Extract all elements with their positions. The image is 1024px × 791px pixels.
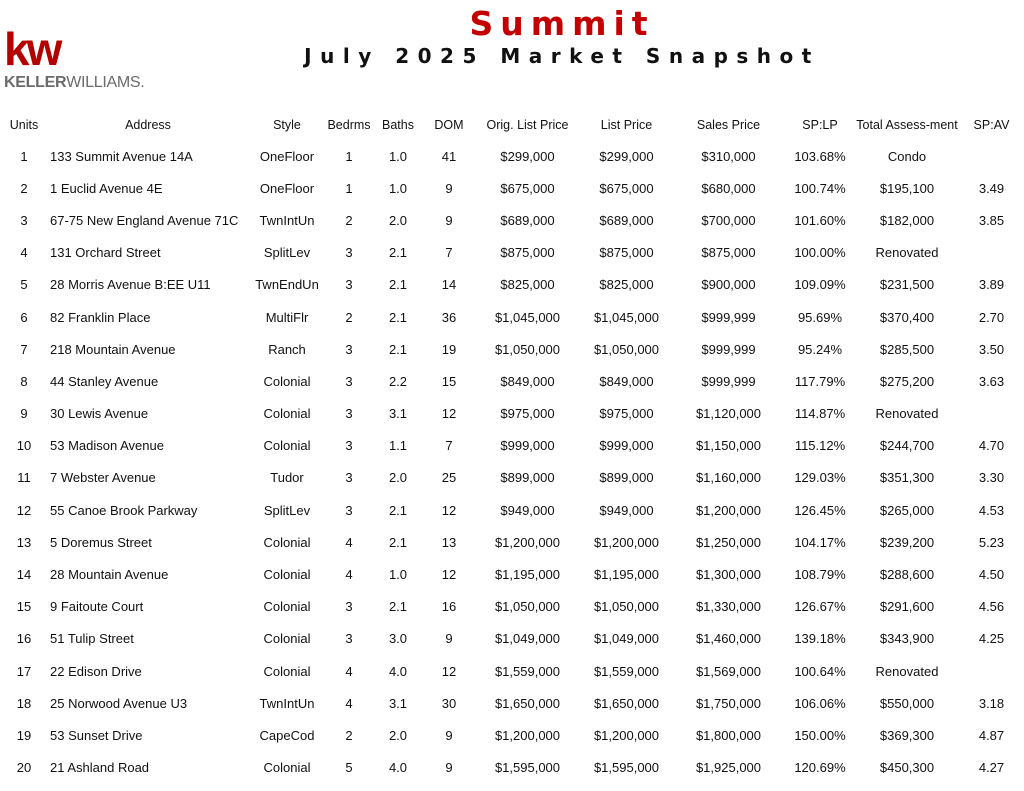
cell-style: Colonial (263, 406, 311, 422)
cell-baths: 2.1 (388, 599, 408, 615)
cell-sp-av: 3.89 (978, 277, 1005, 293)
cell-bedrooms: 2 (345, 727, 353, 743)
cell-dom: 9 (445, 631, 453, 647)
cell-unit: 16 (16, 631, 32, 647)
cell-orig-list-price: $1,050,000 (494, 599, 561, 615)
cell-sales-price: $1,330,000 (695, 599, 762, 615)
cell-dom: 36 (441, 309, 457, 325)
cell-unit: 4 (20, 245, 28, 261)
cell-orig-list-price: $1,650,000 (494, 695, 561, 711)
cell-style: Colonial (263, 663, 311, 679)
cell-bedrooms: 1 (345, 148, 353, 164)
cell-sales-price: $875,000 (701, 245, 756, 261)
cell-sp-lp: 100.74% (794, 180, 846, 196)
cell-dom: 7 (445, 245, 453, 261)
cell-baths: 2.1 (388, 502, 408, 518)
cell-baths: 1.1 (388, 438, 408, 454)
page-title: Summit (469, 4, 655, 43)
cell-dom: 12 (441, 502, 457, 518)
cell-orig-list-price: $1,195,000 (494, 567, 561, 583)
cell-list-price: $1,050,000 (593, 341, 660, 357)
cell-dom: 30 (441, 695, 457, 711)
table-row (0, 655, 1024, 687)
cell-list-price: $849,000 (599, 373, 654, 389)
cell-address: 9 Faitoute Court (50, 599, 144, 615)
cell-sp-av: 3.49 (978, 180, 1005, 196)
table-body (0, 140, 1024, 784)
cell-unit: 8 (20, 373, 28, 389)
header-sales-price: Sales Price (696, 118, 761, 132)
cell-sp-av: 3.85 (978, 212, 1005, 228)
cell-style: TwnIntUn (259, 212, 315, 228)
cell-sp-av: 4.53 (978, 502, 1005, 518)
table-row (0, 494, 1024, 526)
cell-sp-lp: 100.64% (794, 663, 846, 679)
cell-total-assessment: $182,000 (879, 212, 935, 228)
cell-sp-lp: 100.00% (794, 245, 846, 261)
cell-baths: 2.1 (388, 277, 408, 293)
cell-total-assessment: $244,700 (879, 438, 935, 454)
cell-baths: 2.1 (388, 341, 408, 357)
cell-unit: 5 (20, 277, 28, 293)
cell-dom: 13 (441, 534, 457, 550)
header-row (0, 92, 1024, 140)
cell-bedrooms: 1 (345, 180, 353, 196)
cell-bedrooms: 4 (345, 695, 353, 711)
cell-sales-price: $1,750,000 (695, 695, 762, 711)
cell-sp-lp: 126.67% (794, 599, 846, 615)
table-row (0, 430, 1024, 462)
cell-sp-lp: 115.12% (794, 438, 846, 454)
cell-bedrooms: 4 (345, 534, 353, 550)
cell-baths: 2.0 (388, 727, 408, 743)
cell-sp-av (959, 237, 1024, 269)
cell-sp-lp: 101.60% (794, 212, 846, 228)
cell-address: 55 Canoe Brook Parkway (50, 502, 198, 518)
cell-style: OneFloor (259, 148, 315, 164)
cell-unit: 11 (17, 470, 31, 486)
cell-sales-price: $1,200,000 (695, 502, 762, 518)
cell-list-price: $875,000 (599, 245, 654, 261)
cell-unit: 12 (16, 502, 32, 518)
cell-style: Colonial (263, 599, 311, 615)
cell-unit: 19 (16, 727, 32, 743)
cell-orig-list-price: $825,000 (500, 277, 555, 293)
cell-sp-lp: 120.69% (794, 760, 846, 776)
cell-sales-price: $1,300,000 (695, 567, 762, 583)
cell-style: Colonial (263, 567, 311, 583)
cell-baths: 2.1 (388, 309, 408, 325)
cell-sp-av (959, 398, 1024, 430)
cell-bedrooms: 3 (345, 406, 353, 422)
cell-sp-lp: 109.09% (794, 277, 846, 293)
cell-unit: 18 (16, 695, 32, 711)
cell-unit: 9 (20, 406, 28, 422)
cell-sp-av: 4.27 (978, 760, 1005, 776)
cell-baths: 4.0 (388, 663, 408, 679)
cell-bedrooms: 3 (345, 438, 353, 454)
cell-total-assessment: Renovated (875, 406, 939, 422)
cell-baths: 3.0 (388, 631, 408, 647)
cell-baths: 2.1 (388, 245, 408, 261)
cell-unit: 10 (16, 438, 32, 454)
header-sp-lp: SP:LP (802, 118, 838, 132)
cell-sales-price: $999,999 (701, 341, 756, 357)
cell-style: TwnIntUn (259, 695, 315, 711)
cell-style: Ranch (268, 341, 306, 357)
cell-total-assessment: Renovated (875, 245, 939, 261)
cell-dom: 41 (441, 148, 457, 164)
cell-address: 5 Doremus Street (50, 534, 152, 550)
cell-list-price: $1,195,000 (593, 567, 660, 583)
cell-list-price: $1,650,000 (593, 695, 660, 711)
cell-baths: 3.1 (388, 406, 408, 422)
cell-unit: 6 (20, 309, 28, 325)
cell-sp-lp: 117.79% (794, 373, 846, 389)
cell-sp-av (959, 140, 1024, 172)
cell-list-price: $689,000 (599, 212, 654, 228)
cell-orig-list-price: $1,049,000 (494, 631, 561, 647)
cell-orig-list-price: $999,000 (500, 438, 555, 454)
cell-list-price: $1,200,000 (593, 727, 660, 743)
cell-orig-list-price: $1,559,000 (494, 663, 561, 679)
cell-unit: 17 (16, 663, 32, 679)
cell-sales-price: $1,250,000 (695, 534, 762, 550)
table-row (0, 526, 1024, 558)
table-row (0, 752, 1024, 784)
cell-bedrooms: 3 (345, 631, 353, 647)
cell-style: CapeCod (259, 727, 315, 743)
cell-orig-list-price: $949,000 (500, 502, 555, 518)
cell-unit: 7 (20, 341, 28, 357)
table-row (0, 301, 1024, 333)
table-row (0, 591, 1024, 623)
table-row (0, 333, 1024, 365)
cell-baths: 1.0 (388, 567, 408, 583)
kw-logo-mark: kw (4, 23, 60, 75)
market-snapshot-table (0, 92, 1024, 784)
cell-dom: 25 (441, 470, 457, 486)
cell-unit: 14 (16, 567, 32, 583)
cell-sp-av: 4.25 (978, 631, 1005, 647)
cell-sp-av: 3.63 (978, 373, 1005, 389)
header-list-price: List Price (600, 118, 653, 132)
cell-baths: 1.0 (388, 180, 408, 196)
cell-address: 53 Sunset Drive (50, 727, 143, 743)
cell-total-assessment: $288,600 (879, 567, 935, 583)
cell-address: 82 Franklin Place (50, 309, 151, 325)
cell-list-price: $999,000 (599, 438, 654, 454)
cell-orig-list-price: $975,000 (500, 406, 555, 422)
cell-dom: 9 (445, 727, 453, 743)
page-subtitle: July 2025 Market Snapshot (304, 44, 820, 68)
cell-baths: 2.1 (388, 534, 408, 550)
cell-sp-av: 4.87 (978, 727, 1005, 743)
cell-bedrooms: 4 (345, 663, 353, 679)
cell-address: 28 Mountain Avenue (50, 567, 169, 583)
cell-baths: 2.0 (388, 212, 408, 228)
header-bedrooms: Bedrms (327, 118, 371, 132)
cell-dom: 9 (445, 212, 453, 228)
cell-address: 28 Morris Avenue B:EE U11 (50, 277, 211, 293)
table-row (0, 269, 1024, 301)
cell-dom: 12 (441, 567, 457, 583)
cell-style: SplitLev (263, 502, 311, 518)
cell-dom: 15 (441, 373, 457, 389)
cell-unit: 2 (20, 180, 28, 196)
cell-total-assessment: $351,300 (879, 470, 935, 486)
cell-bedrooms: 3 (345, 245, 353, 261)
cell-orig-list-price: $299,000 (500, 148, 555, 164)
cell-address: 25 Norwood Avenue U3 (50, 695, 188, 711)
logo-wordmark-bold: KELLER (4, 74, 67, 91)
cell-dom: 12 (441, 406, 457, 422)
cell-style: Colonial (263, 760, 311, 776)
cell-list-price: $1,049,000 (593, 631, 660, 647)
cell-dom: 9 (445, 760, 453, 776)
cell-list-price: $299,000 (599, 148, 654, 164)
cell-style: TwnEndUn (255, 277, 319, 293)
cell-style: OneFloor (259, 180, 315, 196)
cell-baths: 4.0 (388, 760, 408, 776)
cell-style: Colonial (263, 631, 311, 647)
cell-sp-av: 4.56 (978, 599, 1005, 615)
cell-style: Colonial (263, 438, 311, 454)
table-row (0, 172, 1024, 204)
cell-list-price: $1,050,000 (593, 599, 660, 615)
cell-sp-lp: 104.17% (794, 534, 846, 550)
cell-total-assessment: $369,300 (879, 727, 935, 743)
cell-total-assessment: Condo (887, 148, 927, 164)
cell-bedrooms: 5 (345, 760, 353, 776)
cell-address: 53 Madison Avenue (50, 438, 164, 454)
cell-address: 51 Tulip Street (50, 631, 134, 647)
cell-style: SplitLev (263, 245, 311, 261)
cell-style: Tudor (270, 470, 304, 486)
cell-style: Colonial (263, 373, 311, 389)
cell-bedrooms: 2 (345, 212, 353, 228)
cell-total-assessment: $285,500 (879, 341, 935, 357)
header-units: Units (9, 118, 39, 132)
cell-dom: 19 (441, 341, 457, 357)
header-dom: DOM (434, 118, 464, 132)
cell-orig-list-price: $875,000 (500, 245, 555, 261)
cell-sp-lp: 106.06% (794, 695, 846, 711)
cell-baths: 3.1 (388, 695, 408, 711)
table-row (0, 204, 1024, 236)
header-total-assessment: Total Assess-ment (856, 118, 958, 132)
cell-sp-lp: 95.24% (797, 341, 843, 357)
cell-unit: 20 (16, 760, 32, 776)
header-orig-list-price: Orig. List Price (486, 118, 569, 132)
cell-sales-price: $900,000 (701, 277, 756, 293)
header-baths: Baths (382, 118, 414, 132)
cell-dom: 16 (441, 599, 457, 615)
cell-unit: 13 (16, 534, 32, 550)
cell-total-assessment: $550,000 (879, 695, 935, 711)
cell-unit: 3 (20, 212, 28, 228)
cell-total-assessment: $343,900 (879, 631, 935, 647)
cell-list-price: $1,559,000 (593, 663, 660, 679)
cell-orig-list-price: $1,200,000 (494, 534, 561, 550)
cell-baths: 2.2 (388, 373, 408, 389)
cell-total-assessment: $450,300 (879, 760, 935, 776)
cell-unit: 1 (20, 148, 28, 164)
cell-orig-list-price: $849,000 (500, 373, 555, 389)
cell-list-price: $975,000 (599, 406, 654, 422)
header-sp-av: SP:AV (973, 118, 1010, 132)
cell-sales-price: $1,925,000 (695, 760, 762, 776)
cell-sp-lp: 126.45% (794, 502, 846, 518)
cell-list-price: $1,045,000 (593, 309, 660, 325)
cell-sp-lp: 139.18% (794, 631, 846, 647)
cell-orig-list-price: $1,200,000 (494, 727, 561, 743)
cell-dom: 9 (445, 180, 453, 196)
cell-sales-price: $999,999 (701, 373, 756, 389)
cell-bedrooms: 3 (345, 277, 353, 293)
cell-list-price: $949,000 (599, 502, 654, 518)
cell-sales-price: $310,000 (701, 148, 756, 164)
cell-dom: 12 (441, 663, 457, 679)
cell-bedrooms: 3 (345, 373, 353, 389)
cell-sp-lp: 150.00% (794, 727, 846, 743)
cell-sp-lp: 129.03% (794, 470, 846, 486)
cell-sp-av (959, 655, 1024, 687)
cell-sp-av: 4.70 (978, 438, 1005, 454)
cell-sp-av: 2.70 (978, 309, 1005, 325)
table-row (0, 687, 1024, 719)
cell-orig-list-price: $899,000 (500, 470, 555, 486)
cell-address: 218 Mountain Avenue (50, 341, 176, 357)
cell-unit: 15 (16, 599, 32, 615)
cell-address: 133 Summit Avenue 14A (50, 148, 193, 164)
table-row (0, 365, 1024, 397)
cell-list-price: $899,000 (599, 470, 654, 486)
cell-bedrooms: 4 (345, 567, 353, 583)
table-row (0, 237, 1024, 269)
cell-address: 21 Ashland Road (50, 760, 150, 776)
cell-bedrooms: 3 (345, 599, 353, 615)
cell-dom: 14 (441, 277, 457, 293)
table-row (0, 140, 1024, 172)
table-row (0, 623, 1024, 655)
cell-orig-list-price: $1,045,000 (494, 309, 561, 325)
cell-orig-list-price: $1,050,000 (494, 341, 561, 357)
cell-orig-list-price: $1,595,000 (494, 760, 561, 776)
cell-sales-price: $680,000 (701, 180, 756, 196)
cell-address: 44 Stanley Avenue (50, 373, 159, 389)
cell-sales-price: $1,160,000 (695, 470, 762, 486)
cell-address: 1 Euclid Avenue 4E (50, 180, 163, 196)
cell-sales-price: $700,000 (701, 212, 756, 228)
cell-address: 131 Orchard Street (50, 245, 161, 261)
cell-address: 67-75 New England Avenue 71C (50, 212, 239, 228)
cell-sales-price: $999,999 (701, 309, 756, 325)
table-row (0, 719, 1024, 751)
header-address: Address (125, 118, 171, 132)
cell-total-assessment: $239,200 (879, 534, 935, 550)
cell-total-assessment: $275,200 (879, 373, 935, 389)
table-row (0, 462, 1024, 494)
cell-sp-av: 3.18 (978, 695, 1005, 711)
cell-sales-price: $1,120,000 (695, 406, 762, 422)
cell-bedrooms: 2 (345, 309, 353, 325)
cell-list-price: $825,000 (599, 277, 654, 293)
cell-bedrooms: 3 (345, 502, 353, 518)
cell-sales-price: $1,800,000 (695, 727, 762, 743)
cell-style: Colonial (263, 534, 311, 550)
cell-bedrooms: 3 (345, 341, 353, 357)
cell-orig-list-price: $675,000 (500, 180, 555, 196)
header-style: Style (273, 118, 301, 132)
cell-sp-lp: 114.87% (794, 406, 846, 422)
table-row (0, 558, 1024, 590)
logo-wordmark-light: WILLIAMS. (66, 74, 145, 91)
cell-sp-av: 3.30 (978, 470, 1005, 486)
cell-list-price: $675,000 (599, 180, 654, 196)
cell-sp-lp: 108.79% (794, 567, 846, 583)
cell-dom: 7 (445, 438, 453, 454)
cell-sp-av: 5.23 (978, 534, 1005, 550)
cell-total-assessment: $291,600 (879, 599, 935, 615)
cell-orig-list-price: $689,000 (500, 212, 555, 228)
cell-list-price: $1,595,000 (593, 760, 660, 776)
cell-bedrooms: 3 (345, 470, 353, 486)
cell-total-assessment: $231,500 (879, 277, 935, 293)
cell-address: 22 Edison Drive (50, 663, 142, 679)
cell-sp-av: 4.50 (978, 567, 1005, 583)
cell-total-assessment: $195,100 (879, 180, 935, 196)
cell-address: 7 Webster Avenue (50, 470, 156, 486)
table-row (0, 398, 1024, 430)
cell-sales-price: $1,569,000 (695, 663, 762, 679)
cell-sales-price: $1,150,000 (695, 438, 762, 454)
cell-sp-av: 3.50 (978, 341, 1005, 357)
cell-style: MultiFlr (265, 309, 309, 325)
cell-sales-price: $1,460,000 (695, 631, 762, 647)
cell-total-assessment: $370,400 (879, 309, 935, 325)
cell-sp-lp: 103.68% (794, 148, 846, 164)
cell-baths: 1.0 (388, 148, 408, 164)
cell-total-assessment: Renovated (875, 663, 939, 679)
cell-sp-lp: 95.69% (797, 309, 843, 325)
logo-wordmark (4, 74, 144, 92)
cell-total-assessment: $265,000 (879, 502, 935, 518)
cell-list-price: $1,200,000 (593, 534, 660, 550)
cell-address: 30 Lewis Avenue (50, 406, 149, 422)
cell-baths: 2.0 (388, 470, 408, 486)
